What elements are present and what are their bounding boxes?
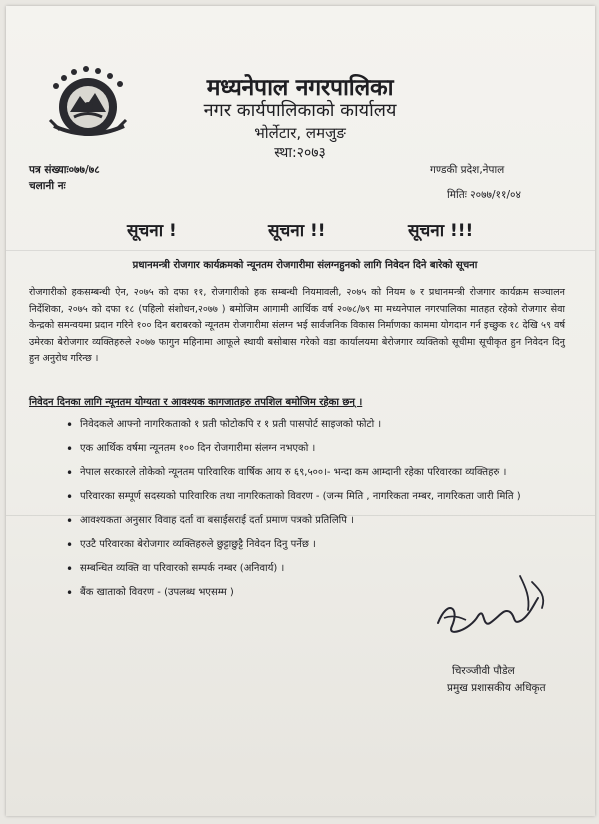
signatory-title: प्रमुख प्रशासकीय अधिकृत	[447, 682, 546, 694]
letter-number: पत्र संख्याः०७७/७८	[29, 164, 100, 176]
letter-date: मितिः २०७७/११/०४	[447, 189, 521, 201]
notice-heading: सूचना !	[127, 221, 177, 241]
province-name: गण्डकी प्रदेश,नेपाल	[430, 164, 505, 176]
notice-body: रोजगारीको हकसम्बन्धी ऐन, २०७५ को दफा ११, रोजगारीको हक सम्बन्धी नियमावली, २०७५ को नियम ७ र प्रधानमन्त्री रोजगार कार्यक्रम सञ्चालन निर्देशिका, २०७५ को दफा १८ (पहिलो संशोधन,२०७७ ) बमोजिम आगामी आर्थिक वर्ष २०७८/७९ मा मध्यनेपाल नगरपालिका मातहत रहेको रोजगार सेवा केन्द्रको समन्वयमा प्रदान गरिने १०० दिन बराबरको न्यूनतम रोजगारीमा संलग्न भई सार्वजनिक विकास निर्माणका काममा योगदान गर्न इच्छुक १८ देखि ५९ वर्ष उमेरका बेरोजगार व्यक्तिहरुले २०७७ फागुन महिनामा आफूले स्थायी बसोबास गरेको वडा कार्यालयमा बेरोजगार व्यक्तिको सूचीमा सूचीकृत हुन निवेदन दिनु हुन अनुरोध गरिन्छ ।	[29, 287, 565, 365]
list-item: • आवश्यकता अनुसार विवाह दर्ता वा बसाईसराई दर्ता प्रमाण पत्रको प्रतिलिपि ।	[80, 513, 550, 529]
notice-heading: सूचना !!	[268, 221, 326, 241]
notice-subject: प्रधानमन्त्री रोजगार कार्यक्रमको न्यूनतम रोजगारीमा संलग्नहुनको लागि निवेदन दिने बारेको सूचना	[132, 260, 478, 271]
office-name: नगर कार्यपालिकाको कार्यालय	[203, 100, 397, 121]
list-item: • बैंक खाताको विवरण - (उपलब्ध भएसम्म )	[80, 585, 550, 601]
requirements-heading: निवेदन दिनका लागि न्यूनतम योग्यता र आवश्यक कागजातहरु तपशिल बमोजिम रहेका छन् ।	[29, 397, 363, 408]
list-item: • एक आर्थिक वर्षमा न्यूनतम १०० दिन रोजगारीमा संलग्न नभएको ।	[80, 441, 550, 457]
notice-heading: सूचना !!!	[408, 221, 474, 241]
nepal-government-emblem-icon	[40, 60, 140, 140]
established-year: स्था:२०७३	[274, 145, 326, 161]
paper-fold-line	[6, 250, 595, 251]
list-item: • सम्बन्धित व्यक्ति वा परिवारको सम्पर्क नम्बर (अनिवार्य) ।	[80, 561, 550, 577]
list-item: • परिवारका सम्पूर्ण सदस्यको पारिवारिक तथा नागरिकताको विवरण - (जन्म मिति , नागरिकता नम्बर, नागरिकता जारी मिति )	[80, 489, 550, 505]
handwritten-signature	[430, 568, 555, 653]
signatory-name: चिरञ्जीवी पौडेल	[452, 665, 515, 677]
dispatch-number: चलानी नः	[29, 180, 66, 192]
list-item: • एउटै परिवारका बेरोजगार व्यक्तिहरुले छुट्टाछुट्टै निवेदन दिनु पर्नेछ ।	[80, 537, 550, 553]
list-item: • नेपाल सरकारले तोकेको न्यूनतम पारिवारिक वार्षिक आय रु ६९,५००।- भन्दा कम आम्दानी रहेका परिवारका व्यक्तिहरु ।	[80, 465, 550, 481]
municipality-name: मध्यनेपाल नगरपालिका	[206, 75, 394, 101]
office-address: भोर्लेटार, लमजुङ	[254, 124, 346, 142]
list-item: • निवेदकले आफ्नो नागरिकताको १ प्रती फोटोकपि र १ प्रती पासपोर्ट साइजको फोटो ।	[80, 417, 550, 433]
